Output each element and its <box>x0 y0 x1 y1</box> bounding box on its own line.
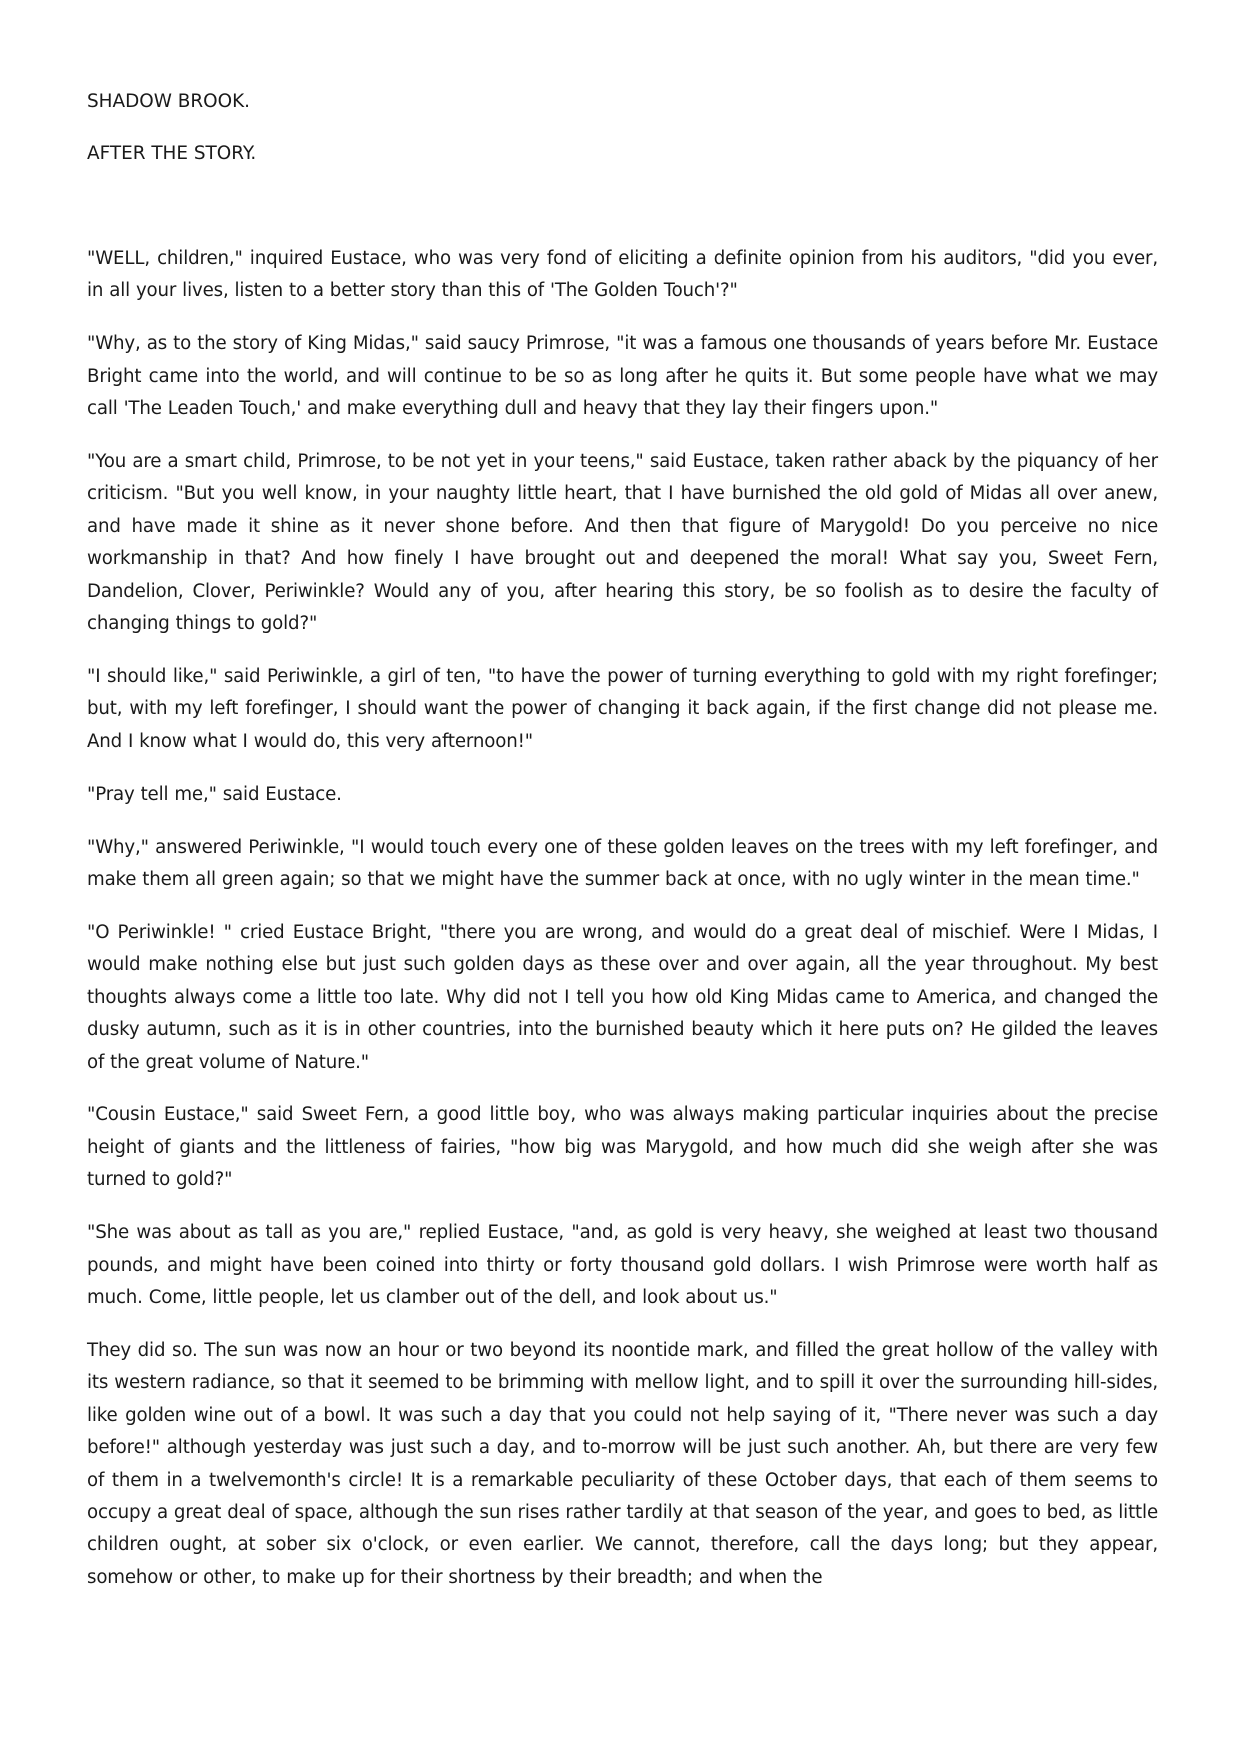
section-heading: SHADOW BROOK. <box>87 91 251 112</box>
paragraph: "Why," answered Periwinkle, "I would touch every one of these golden leaves on the trees with my left forefinger, and make them all green again; so that we might have the summer back at once, with no ugly winter in the mean time." <box>87 836 1158 890</box>
paragraph: "She was about as tall as you are," replied Eustace, "and, as gold is very heavy, she weighed at least two thousand pounds, and might have been coined into thirty or forty thousand gold dollars. I wish Primrose were worth half as much. Come, little people, let us clamber out of the dell, and look about us." <box>87 1222 1158 1308</box>
paragraph: "Cousin Eustace," said Sweet Fern, a good little boy, who was always making particular inquiries about the precise height of giants and the littleness of fairies, "how big was Marygold, and how much did she weigh after she was turned to gold?" <box>87 1104 1158 1191</box>
paragraph: "O Periwinkle! " cried Eustace Bright, "there you are wrong, and would do a great deal of mischief. Were I Midas, I would make nothing else but just such golden days as these over and over again, all the year throughout. My best thoughts always come a little too late. Why did not I tell you how old King Midas came to America, and changed the dusky autumn, such as it is in other countries, into the burnished beauty which it here puts on? He gilded the leaves of the great volume of Nature." <box>87 921 1158 1073</box>
paragraph: "Pray tell me," said Eustace. <box>87 783 342 805</box>
paragraph: "I should like," said Periwinkle, a girl of ten, "to have the power of turning everything to gold with my right forefinger; but, with my left forefinger, I should want the power of changing it back again, if the first change did not please me. And I know what I would do, this very afternoon!" <box>87 665 1158 752</box>
paragraph: "You are a smart child, Primrose, to be not yet in your teens," said Eustace, taken rather aback by the piquancy of her criticism. "But you well know, in your naughty little heart, that I have burnished the old gold of Midas all over anew, and have made it shine as it never shone before. And then that figure of Marygold! Do you perceive no nice workmanship in that? And how finely I have brought out and deepened the moral! What say you, Sweet Fern, Dandelion, Clover, Periwinkle? Would any of you, after hearing this story, be so foolish as to desire the faculty of changing things to gold?" <box>87 451 1158 635</box>
paragraph: They did so. The sun was now an hour or two beyond its noontide mark, and filled the great hollow of the valley with its western radiance, so that it seemed to be brimming with mellow light, and to spill it over the surrounding hill-sides, like golden wine out of a bowl. It was such a day that you could not help saying of it, "There never was such a day before!" although yesterday was just such a day, and to-morrow will be just such another. Ah, but there are very few of them in a twelvemonth's circle! It is a remarkable peculiarity of these October days, that each of them seems to occupy a great deal of space, although the sun rises rather tardily at that season of the year, and goes to bed, as little children ought, at sober six o'clock, or even earlier. We cannot, therefore, call the days long; but they appear, somehow or other, to make up for their shortness by their breadth; and when the <box>87 1339 1158 1588</box>
paragraph: "WELL, children," inquired Eustace, who was very fond of eliciting a definite opinion from his auditors, "did you ever, in all your lives, listen to a better story than this of 'The Golden Touch'?" <box>87 248 1158 302</box>
chapter-heading: AFTER THE STORY. <box>87 143 257 164</box>
paragraph: "Why, as to the story of King Midas," said saucy Primrose, "it was a famous one thousands of years before Mr. Eustace Bright came into the world, and will continue to be so as long after he quits it. But some people have what we may call 'The Leaden Touch,' and make everything dull and heavy that they lay their fingers upon." <box>87 333 1158 420</box>
document-page <box>87 86 1158 1615</box>
